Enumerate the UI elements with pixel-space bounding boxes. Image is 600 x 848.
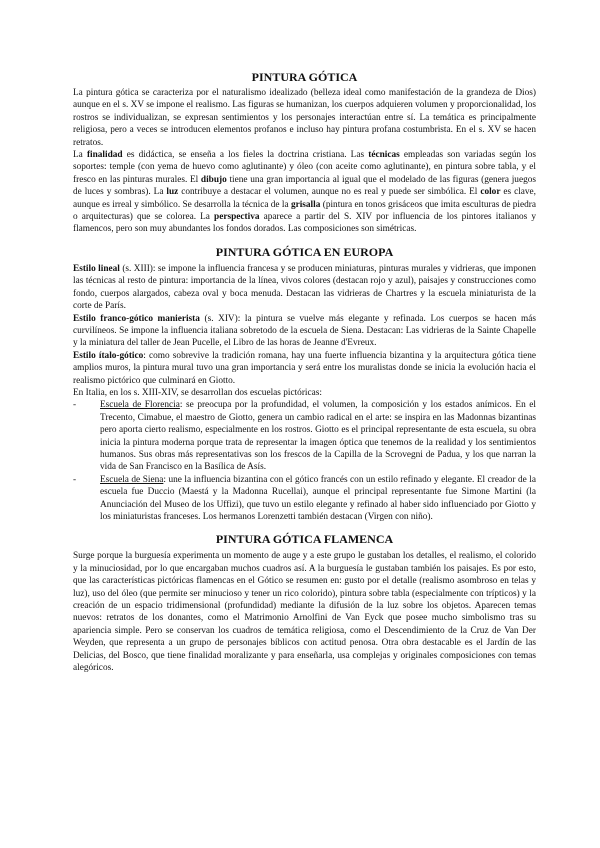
section-title-pintura-gotica-flamenca: PINTURA GÓTICA FLAMENCA <box>215 532 394 547</box>
estilo-italo-gotico-label: Estilo ítalo-gótico <box>73 350 144 361</box>
characteristics-paragraph: La finalidad es didáctica, se enseña a los fieles la doctrina cristiana. Las técnicas empleadas son variadas según los soportes: temple (con yema de huevo como aglutinante) y óleo (con aceite como aglutinante), en pintura sobre tabla, y el fresco en las pinturas murales. El dibujo tiene una gran importancia al igual que el modelado de las figuras (genera juegos de luces y sombras). La luz contribuye a destacar el volumen, aunque no es real y puede ser simbólica. El color es clave, aunque es irreal y simbólico. Se desarrolla la técnica de la grisalla (pintura en tonos grisáceos que imita esculturas de piedra o arquitecturas) que se colorea. La perspectiva aparece a partir del S. XIV por influencia de los pintores italianos y flamencos, pero son muy abundantes los fondos dorados. Las composiciones son simétricas. <box>73 150 537 235</box>
estilo-lineal-paragraph: Estilo lineal (s. XIII): se impone la influencia francesa y se producen miniaturas, pinturas murales y vidrieras, que imponen las técnicas al resto de pintura: importancia de la línea, vivos colores (destacan rojo y azul), paisajes y construcciones como fondo, cuerpos alargados, cabeza oval y boca menuda. Destacan las vidrieras de Chartres y la escuela miniaturista de la corte de París. <box>73 263 537 312</box>
keyword-dibujo: dibujo <box>200 174 227 185</box>
list-item: - Escuela de Florencia: se preocupa por la profundidad, el volumen, la composición y los estados anímicos. En el Trecento, Cimabue, el maestro de Giotto, genera un cambio radical en el arte: se inspira en las Madonnas bizantinas pero aporta cierto realismo, especialmente en los rostros. Giotto es el principal representante de esta escuela, su obra inicia la pintura moderna porque trata de representar la imagen óptica que tenemos de la realidad y los sentimientos humanos. Sus obras más representativas son los frescos de la Capilla de la Scrovegni de Padua, y los que narran la vida de San Francisco en la Basílica de Asís. <box>73 399 536 473</box>
estilo-lineal-label: Estilo lineal <box>73 263 120 274</box>
list-item: - Escuela de Siena: une la influencia bizantina con el gótico francés con un estilo refinado y elegante. El creador de la escuela fue Duccio (Maestá y la Madonna Rucellai), aunque el principal representante fue Simone Martini (la Anunciación del Museo de los Uffizi), que tuvo un estilo elegante y refinado al haber sido influenciado por Giotto y los miniaturistas franceses. Los hermanos Lorenzetti también destacan (Virgen con niño). <box>73 474 536 524</box>
estilo-franco-gotico-label: Estilo franco-gótico manierista <box>73 313 200 324</box>
schools-list <box>73 399 536 523</box>
keyword-tecnicas: técnicas <box>368 150 400 161</box>
intro-paragraph: La pintura gótica se caracteriza por el naturalismo idealizado (belleza ideal como manifestación de la grandeza de Dios) aunque en el s. XV se impone el realismo. Las figuras se humanizan, los cuerpos adquieren volumen y proporcionalidad, los rostros se individualizan, se expresan sentimientos y los personajes interactúan entre sí. La temática es principalmente religiosa, pero a veces se introducen elementos profanos e incluso hay pintura profana costumbrista. En el s. XV se hacen retratos. <box>73 88 536 148</box>
keyword-luz: luz <box>166 187 179 198</box>
school-name-florencia: Escuela de Florencia <box>100 400 180 411</box>
keyword-finalidad: finalidad <box>86 150 123 161</box>
estilo-italo-gotico-paragraph: Estilo ítalo-gótico: como sobrevive la tradición romana, hay una fuerte influencia bizantina y la arquitectura gótica tiene amplios muros, la pintura mural tuvo una gran importancia y será entre los muralistas donde se inicia la evolución hacia el realismo pictórico que culminará en Giotto. <box>73 350 536 386</box>
school-name-siena: Escuela de Siena <box>100 474 164 485</box>
keyword-grisalla: grisalla <box>290 199 321 210</box>
estilo-franco-gotico-paragraph: Estilo franco-gótico manierista (s. XIV): la pintura se vuelve más elegante y refinada. Los cuerpos se hacen más curvilíneos. Se impone la influencia italiana sobretodo de la escuela de Siena. Destacan: Las vidrieras de la Sainte Chapelle y la miniatura del taller de Jean Pucelle, el Libro de las horas de Jeanne d'Evreux. <box>73 313 537 349</box>
keyword-color: color <box>480 187 501 198</box>
keyword-perspectiva: perspectiva <box>214 212 260 223</box>
section-title-pintura-gotica-europa: PINTURA GÓTICA EN EUROPA <box>215 244 394 259</box>
flamenca-paragraph: Surge porque la burguesía experimenta un momento de auge y a este grupo le gustaban los detalles, el realismo, el colorido y la minuciosidad, por lo que encargaban muchos cuadros así. A la burguesía le gustaban también los paisajes. Es por esto, que las características pictóricas flamencas en el Gótico se resumen en: gusto por el detalle (realismo asombroso en telas y luz), uso del óleo (que permite ser minucioso y tener un rico colorido), pintura sobre tabla (especialmente con trípticos) y la creación de un espacio tridimensional (profundidad) mediante la difusión de la luz sobre los objetos. Aparecen temas nuevos: retratos de los donantes, como el Matrimonio Arnolfini de Van Eyck que posee mucho simbolismo tras su apariencia simple. Pero se conservan los cuadros de temática religiosa, como el Descendimiento de la Cruz de Van Der Weyden, que representa a un grupo de personajes bíblicos con actitud penosa. Otra obra destacable es el Jardín de las Delicias, del Bosco, que tiene finalidad moralizante y para enseñarla, usa complejas y originales composiciones con temas alegóricos. <box>73 551 536 674</box>
section-title-pintura-gotica: PINTURA GÓTICA <box>251 70 358 84</box>
italia-intro: En Italia, en los s. XIII-XIV, se desarrollan dos escuelas pictóricas: <box>73 387 322 398</box>
